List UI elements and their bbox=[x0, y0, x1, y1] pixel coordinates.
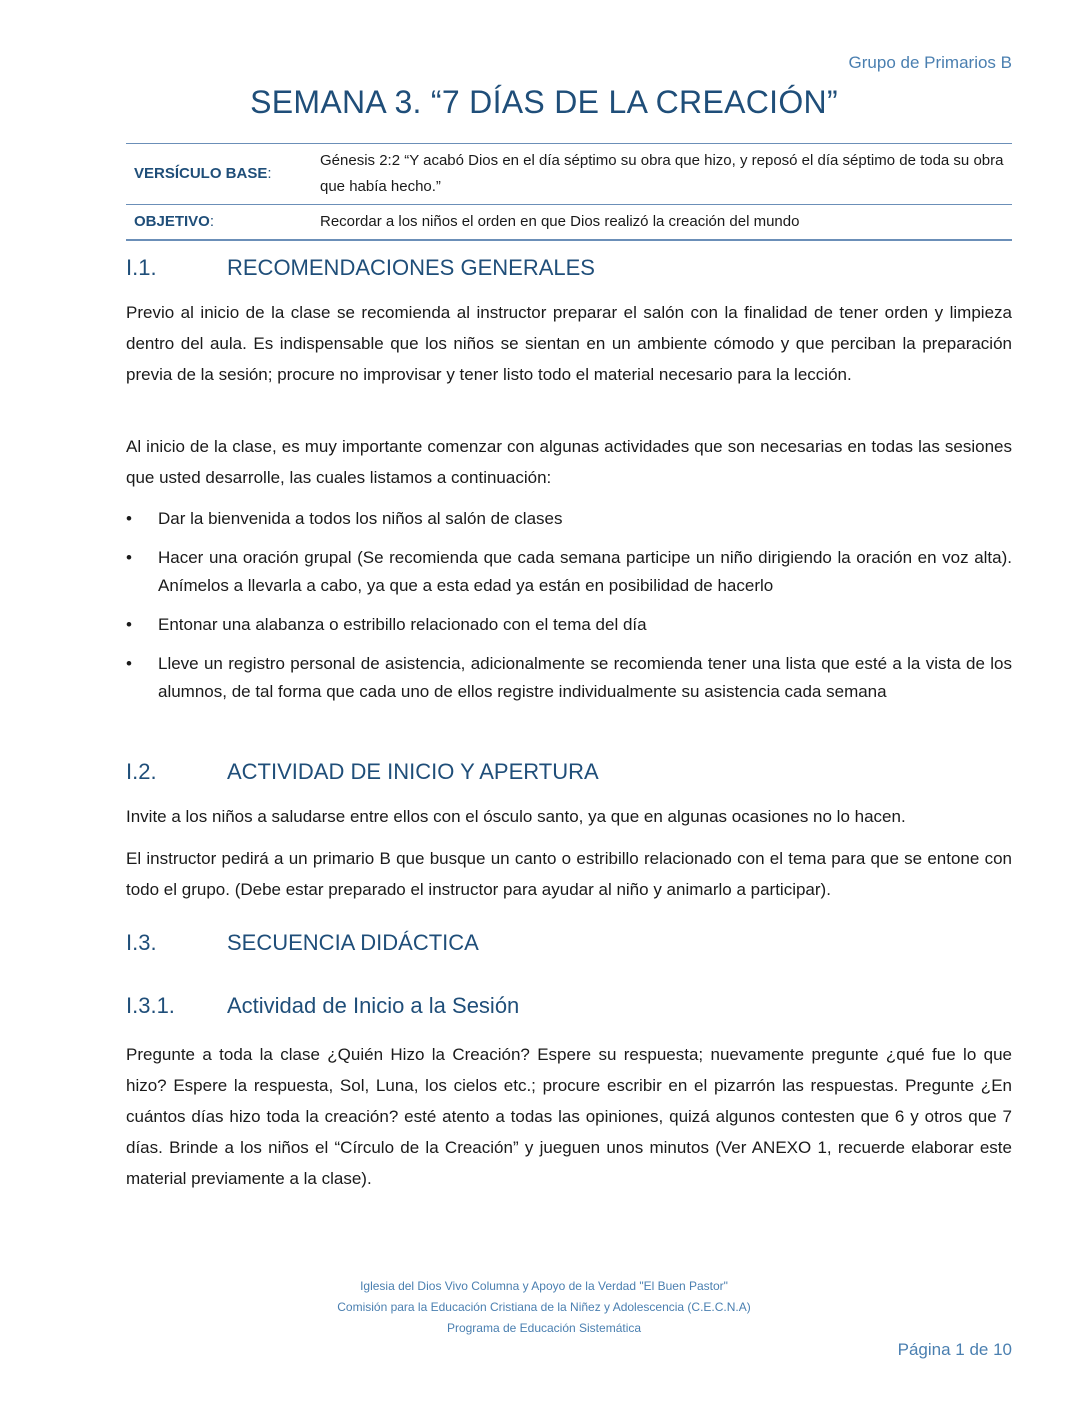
section-title: RECOMENDACIONES GENERALES bbox=[227, 255, 595, 280]
bullet-icon: • bbox=[126, 548, 132, 567]
versiculo-text: Génesis 2:2 “Y acabó Dios en el día séptimo su obra que hizo, y reposó el día séptimo de toda su obra que había hecho.” bbox=[320, 152, 1004, 195]
versiculo-row bbox=[126, 144, 1012, 205]
section-heading-2 bbox=[126, 759, 599, 785]
bullet-icon: • bbox=[126, 654, 132, 673]
section-heading-1 bbox=[126, 255, 595, 281]
paragraph: Previo al inicio de la clase se recomienda al instructor preparar el salón con la finalidad de tener orden y limpieza dentro del aula. Es indispensable que los niños se sientan en un ambiente cómodo y que perciban la preparación previa de la sesión; procure no improvisar y tener listo todo el material necesario para la lección. bbox=[126, 303, 1012, 384]
objetivo-label: OBJETIVO: bbox=[134, 213, 215, 230]
footer-line: Iglesia del Dios Vivo Columna y Apoyo de la Verdad "El Buen Pastor" bbox=[360, 1279, 728, 1293]
bullet-icon: • bbox=[126, 615, 132, 634]
list-item: • Hacer una oración grupal (Se recomienda que cada semana participe un niño dirigiendo la oración en voz alta). Anímelos a llevarla a cabo, ya que a esta edad ya están en posibilidad de hacerlo bbox=[126, 544, 1012, 600]
objetivo-text: Recordar a los niños el orden en que Dios realizó la creación del mundo bbox=[320, 213, 800, 230]
footer-line: Programa de Educación Sistemática bbox=[446, 1321, 642, 1335]
paragraph: El instructor pedirá a un primario B que busque un canto o estribillo relacionado con el tema para que se entone con todo el grupo. (Debe estar preparado el instructor para ayudar al niño y animarlo a participar). bbox=[126, 849, 1012, 899]
list-item: • Entonar una alabanza o estribillo relacionado con el tema del día bbox=[126, 611, 1012, 639]
paragraph: Al inicio de la clase, es muy importante comenzar con algunas actividades que son necesarias en todas las sesiones que usted desarrolle, las cuales listamos a continuación: bbox=[126, 437, 1012, 487]
header-group-name: Grupo de Primarios B bbox=[848, 53, 1012, 72]
section-heading-3 bbox=[126, 930, 479, 956]
footer-line: Comisión para la Educación Cristiana de la Niñez y Adolescencia (C.E.C.N.A) bbox=[337, 1300, 751, 1314]
footer bbox=[0, 1276, 1088, 1339]
section-number: I.2. bbox=[126, 759, 157, 784]
list-item: • Lleve un registro personal de asistencia, adicionalmente se recomienda tener una lista que esté a la vista de los alumnos, de tal forma que cada uno de ellos registre individualmente su asistencia cada semana bbox=[126, 650, 1012, 706]
page-title: SEMANA 3. “7 DÍAS DE LA CREACIÓN” bbox=[250, 84, 838, 120]
objetivo-row bbox=[126, 205, 1012, 241]
bullet-icon: • bbox=[126, 509, 132, 528]
section-number: I.3.1. bbox=[126, 993, 175, 1018]
list-item: • Dar la bienvenida a todos los niños al salón de clases bbox=[126, 505, 1012, 533]
paragraph: Pregunte a toda la clase ¿Quién Hizo la Creación? Espere su respuesta; nuevamente pregunte ¿qué fue lo que hizo? Espere la respuesta, Sol, Luna, los cielos etc.; procure escribir en el pizarrón las respuestas. Pregunte ¿En cuántos días hizo toda la creación? esté atento a todas las opiniones, quizá algunos contesten que 6 y otros que 7 días. Brinde a los niños el “Círculo de la Creación” y jueguen unos minutos (Ver ANEXO 1, recuerde elaborar este material previamente a la clase). bbox=[126, 1045, 1012, 1188]
info-table bbox=[126, 143, 1012, 241]
section-number: I.1. bbox=[126, 255, 157, 280]
bullet-list bbox=[126, 505, 1012, 706]
page-number: Página 1 de 10 bbox=[897, 1340, 1012, 1359]
subsection-heading bbox=[126, 993, 519, 1019]
section-number: I.3. bbox=[126, 930, 157, 955]
section-title: ACTIVIDAD DE INICIO Y APERTURA bbox=[227, 759, 599, 784]
section-title: Actividad de Inicio a la Sesión bbox=[227, 993, 520, 1018]
versiculo-label: VERSÍCULO BASE: bbox=[134, 165, 272, 182]
paragraph: Invite a los niños a saludarse entre ellos con el ósculo santo, ya que en algunas ocasiones no lo hacen. bbox=[126, 807, 906, 826]
section-title: SECUENCIA DIDÁCTICA bbox=[227, 930, 479, 955]
